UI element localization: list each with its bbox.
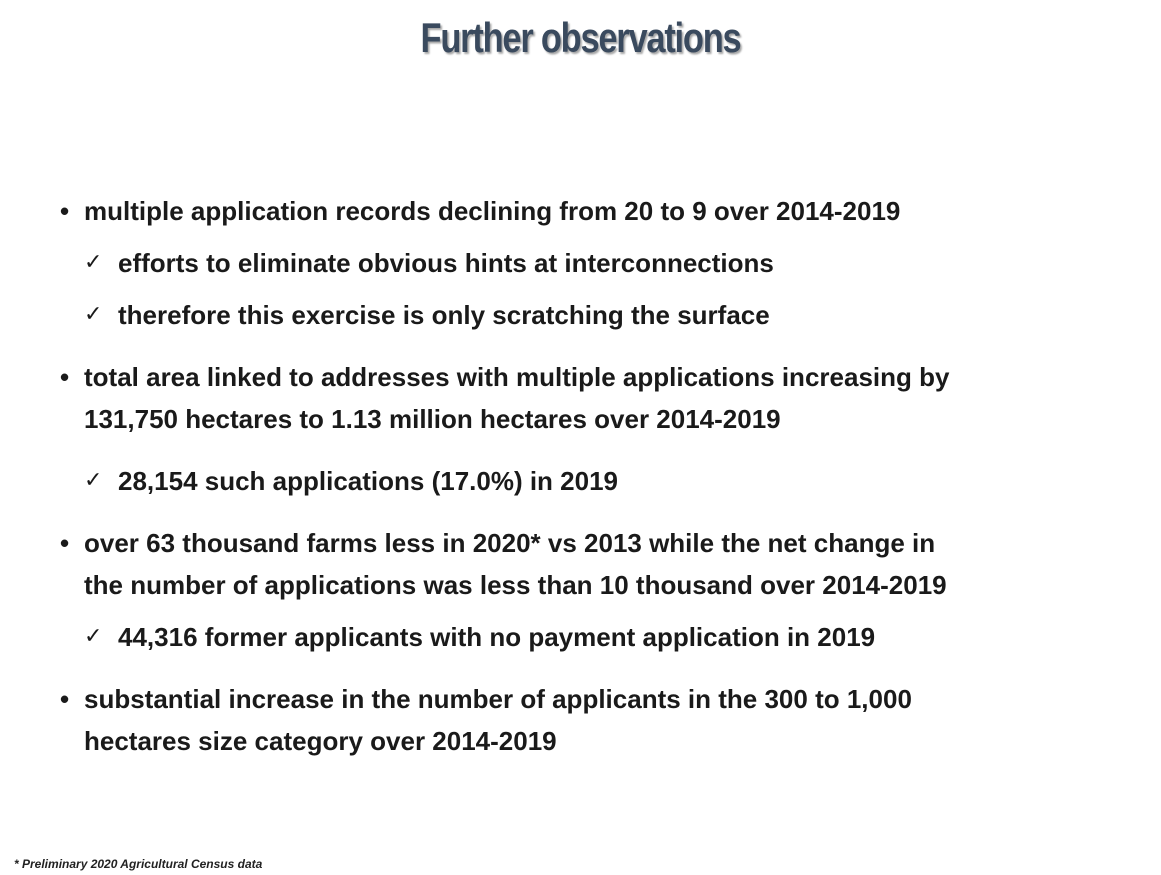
footnote: * Preliminary 2020 Agricultural Census data [14, 857, 263, 871]
bullet-text-line: substantial increase in the number of applicants in the 300 to 1,000 [84, 684, 912, 714]
sub-bullet-item [60, 242, 1140, 284]
bullet-item [60, 356, 1140, 440]
bullet-text-line: over 63 thousand farms less in 2020* vs 2013 while the net change in [84, 528, 936, 558]
sub-bullet-text: 44,316 former applicants with no payment application in 2019 [118, 622, 876, 652]
checkmark-icon: ✓ [84, 302, 103, 327]
bullet-dot-icon: • [60, 528, 70, 558]
sub-bullet-item [60, 294, 1140, 336]
sub-bullet-text: therefore this exercise is only scratching the surface [118, 300, 770, 330]
sub-bullet-text: efforts to eliminate obvious hints at interconnections [118, 248, 774, 278]
checkmark-icon: ✓ [84, 624, 103, 649]
bullet-text-line: total area linked to addresses with multiple applications increasing by [84, 362, 950, 392]
bullet-dot-icon: • [60, 362, 70, 392]
slide-title: Further observations [420, 14, 741, 61]
bullet-dot-icon: • [60, 684, 70, 714]
bullet-item [60, 678, 1140, 762]
bullet-text-line: hectares size category over 2014-2019 [84, 726, 557, 756]
bullet-text-line: the number of applications was less than 10 thousand over 2014-2019 [84, 570, 947, 600]
bullet-item [60, 522, 1140, 606]
sub-bullet-item [60, 616, 1140, 658]
bullet-text-line: 131,750 hectares to 1.13 million hectares over 2014-2019 [84, 404, 781, 434]
bullet-item [60, 190, 1140, 232]
sub-bullet-item [60, 460, 1140, 502]
checkmark-icon: ✓ [84, 468, 103, 493]
sub-bullet-text: 28,154 such applications (17.0%) in 2019 [118, 466, 619, 496]
bullet-text: multiple application records declining from 20 to 9 over 2014-2019 [84, 196, 901, 226]
bullet-list [60, 190, 1140, 762]
checkmark-icon: ✓ [84, 250, 103, 275]
bullet-dot-icon: • [60, 196, 70, 226]
